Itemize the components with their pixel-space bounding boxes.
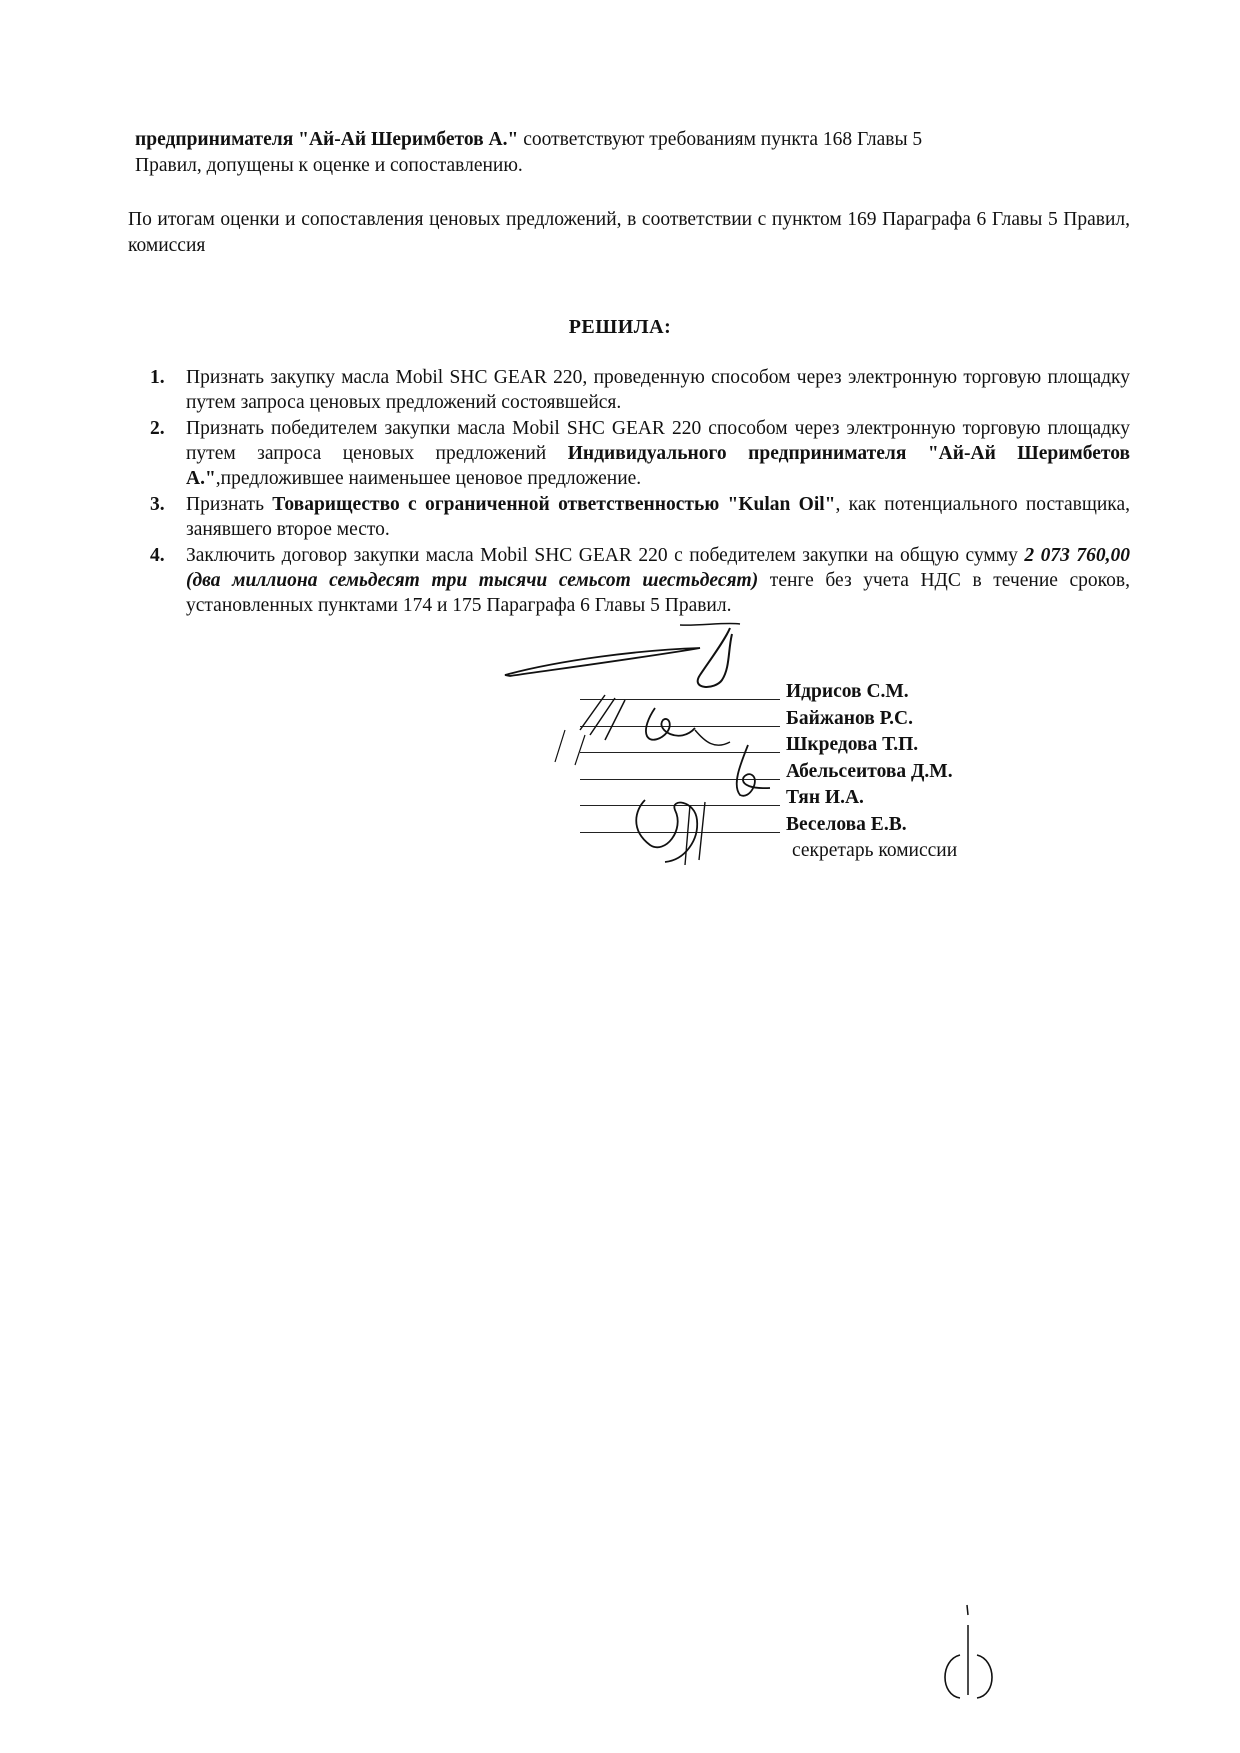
decision-item <box>150 492 1130 542</box>
decision-number: 4. <box>150 545 165 566</box>
signatory-name: Шкредова Т.П. <box>786 734 919 755</box>
intro-bold-lead: предпринимателя "Ай-Ай Шеримбетов А." <box>135 129 519 150</box>
decision-item <box>150 365 1130 415</box>
signatory-name: Веселова Е.В. <box>786 813 907 835</box>
decision-text-part: , как потенциального поставщика, занявшего второе место. <box>186 494 1130 540</box>
page-initials-scribble <box>935 1600 1005 1710</box>
decision-heading: РЕШИЛА: <box>568 316 672 338</box>
decision-text-part: Индивидуального предпринимателя "Ай-Ай Шеримбетов А." <box>186 443 1130 489</box>
decisions-list <box>150 365 1130 619</box>
decision-text-part: Товарищество с ограниченной ответственностью "Kulan Oil" <box>272 494 836 515</box>
decision-number: 3. <box>150 494 165 515</box>
signatory-name: Тян И.А. <box>786 787 864 808</box>
intro-line-2: Правил, допущены к оценке и сопоставлению. <box>135 155 523 176</box>
signatory-name: Абельсеитова Д.М. <box>786 760 953 782</box>
decision-item <box>150 543 1130 618</box>
signature-scribble-tyan <box>625 790 735 870</box>
decision-number: 1. <box>150 367 165 388</box>
secretary-role: секретарь комиссии <box>792 840 958 861</box>
signatory-name: Байжанов Р.С. <box>786 707 913 729</box>
intro-paragraph <box>135 127 1130 179</box>
decision-text-part: Признать <box>186 494 273 515</box>
decision-text-part: тенге без учета НДС в течение сроков, установленных пунктами 174 и 175 Параграфа 6 Главы 5 Правил. <box>186 570 1130 616</box>
decision-item <box>150 416 1130 491</box>
intro-rest: соответствуют требованиям пункта 168 Главы 5 <box>518 129 923 150</box>
decision-text-part: 2 073 760,00 (два миллиона семьдесят три тысячи семьсот шестьдесят) <box>186 545 1131 591</box>
decision-text-part: Признать закупку масла Mobil SHC GEAR 220, проведенную способом через электронную торговую площадку путем запроса ценовых предложений состоявшейся. <box>186 367 1130 413</box>
decision-number: 2. <box>150 418 165 439</box>
signature-scribble-idrisov <box>500 620 800 700</box>
signatory-name: Идрисов С.М. <box>786 681 909 702</box>
decision-text-part: Признать победителем закупки масла Mobil SHC GEAR 220 способом через электронную торговую площадку путем запроса ценовых предложений <box>186 418 1130 464</box>
summary-paragraph: По итогам оценки и сопоставления ценовых предложений, в соответствии с пунктом 169 Параграфа 6 Главы 5 Правил, комиссия <box>128 209 1130 256</box>
decision-text-part: Заключить договор закупки масла Mobil SHC GEAR 220 с победителем закупки на общую сумму <box>186 545 1025 566</box>
decision-text-part: ,предложившее наименьшее ценовое предложение. <box>215 468 642 489</box>
